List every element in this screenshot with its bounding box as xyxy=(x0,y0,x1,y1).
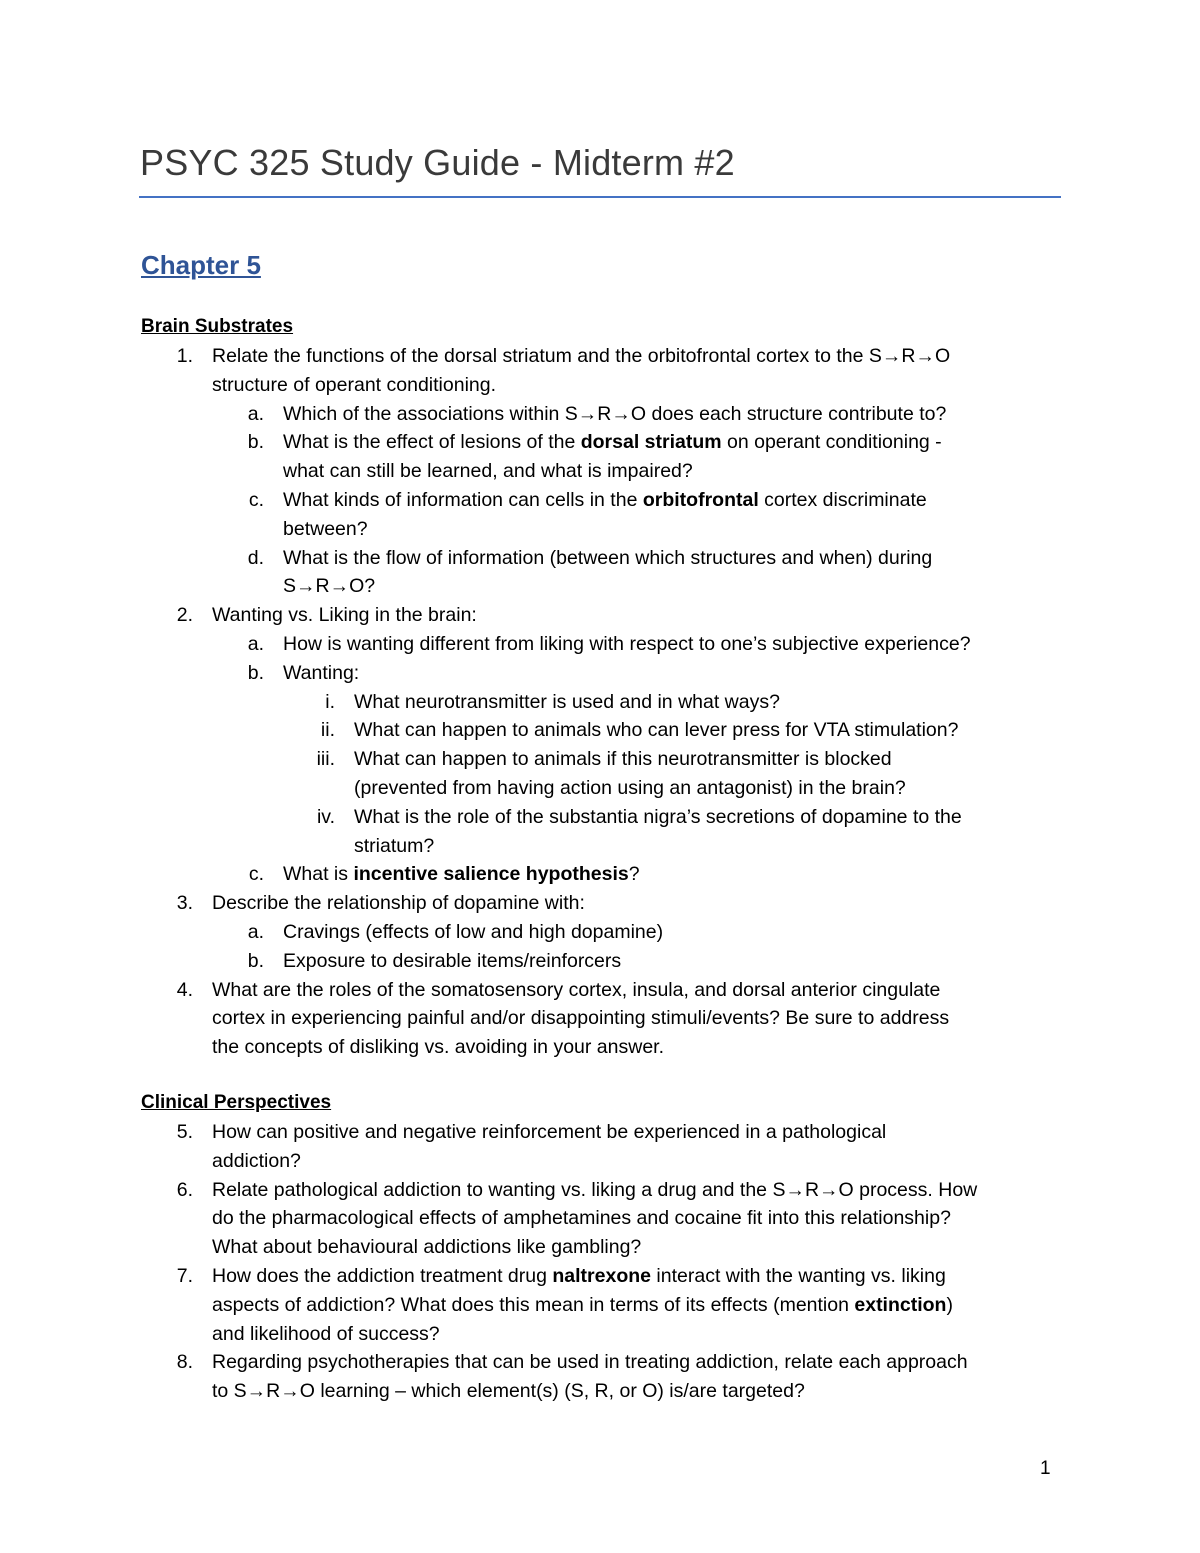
page-number: 1 xyxy=(1040,1458,1051,1479)
document-title: PSYC 325 Study Guide - Midterm #2 xyxy=(140,142,735,183)
list-marker: b. xyxy=(247,661,264,684)
question-text-line: striatum? xyxy=(354,834,435,857)
question-text-line: How can positive and negative reinforcement be experienced in a pathological xyxy=(212,1121,887,1143)
question-text-line: what can still be learned, and what is impaired? xyxy=(283,460,693,483)
question-text-line: What neurotransmitter is used and in what ways? xyxy=(354,690,780,713)
list-marker: 3. xyxy=(176,892,193,915)
question-text-line: and likelihood of success? xyxy=(212,1322,440,1345)
list-marker: 4. xyxy=(176,978,193,1001)
question-text-line: Regarding psychotherapies that can be used in treating addiction, relate each approach xyxy=(212,1351,968,1374)
question-text-line: What is the role of the substantia nigra’s secretions of dopamine to the xyxy=(354,805,962,828)
question-text-line: aspects of addiction? What does this mean in terms of its effects (mention extinction) xyxy=(212,1293,953,1316)
list-marker: d. xyxy=(247,546,264,569)
question-text-line: S→R→O? xyxy=(283,575,376,598)
section-heading-brain-substrates: Brain Substrates xyxy=(141,316,294,337)
question-text-line: What is the effect of lesions of the dorsal striatum on operant conditioning - xyxy=(283,431,942,454)
list-marker: a. xyxy=(247,633,264,655)
list-marker: iv. xyxy=(316,805,335,828)
list-marker: 5. xyxy=(176,1121,193,1143)
question-text-line: Exposure to desirable items/reinforcers xyxy=(283,949,622,972)
list-marker: 7. xyxy=(176,1265,193,1287)
question-text-line: What kinds of information can cells in the orbitofrontal cortex discriminate xyxy=(283,489,927,511)
list-marker: 6. xyxy=(176,1178,193,1201)
list-marker: i. xyxy=(325,690,335,713)
question-text-line: Which of the associations within S→R→O does each structure contribute to? xyxy=(283,402,947,425)
list-marker: ii. xyxy=(320,719,335,742)
question-text-line: do the pharmacological effects of amphetamines and cocaine fit into this relationship? xyxy=(212,1207,951,1230)
list-marker: iii. xyxy=(316,748,335,771)
chapter-heading: Chapter 5 xyxy=(141,250,261,280)
bold-term: orbitofrontal xyxy=(642,489,759,511)
question-text-line: What is incentive salience hypothesis? xyxy=(283,863,640,886)
question-text-line: structure of operant conditioning. xyxy=(212,373,497,396)
title-underline-rule xyxy=(139,196,1061,198)
bold-term: naltrexone xyxy=(552,1265,651,1287)
question-text-line: Cravings (effects of low and high dopamine) xyxy=(283,921,664,943)
list-marker: 1. xyxy=(176,345,193,367)
question-text-line: Wanting vs. Liking in the brain: xyxy=(212,604,477,627)
list-marker: b. xyxy=(247,949,264,972)
question-text-line: What about behavioural addictions like gambling? xyxy=(212,1236,642,1259)
question-text-line: How does the addiction treatment drug naltrexone interact with the wanting vs. liking xyxy=(212,1265,946,1287)
bold-term: incentive salience hypothesis xyxy=(353,863,629,886)
question-text-line: Relate pathological addiction to wanting vs. liking a drug and the S→R→O process. How xyxy=(212,1178,978,1201)
question-text-line: between? xyxy=(283,517,368,540)
list-marker: a. xyxy=(247,921,264,943)
question-text-line: What are the roles of the somatosensory cortex, insula, and dorsal anterior cingulate xyxy=(212,978,941,1001)
question-text-line: What can happen to animals who can lever press for VTA stimulation? xyxy=(354,719,959,742)
question-text-line: What is the flow of information (between which structures and when) during xyxy=(283,546,933,569)
section-heading-clinical-perspectives: Clinical Perspectives xyxy=(141,1092,332,1113)
question-text-line: the concepts of disliking vs. avoiding in your answer. xyxy=(212,1036,664,1059)
question-text-line: What can happen to animals if this neurotransmitter is blocked xyxy=(354,748,892,771)
list-marker: 2. xyxy=(176,604,193,627)
list-marker: c. xyxy=(248,863,264,886)
list-marker: 8. xyxy=(176,1351,193,1374)
question-text-line: cortex in experiencing painful and/or disappointing stimuli/events? Be sure to address xyxy=(212,1007,950,1030)
bold-term: extinction xyxy=(854,1293,947,1316)
list-marker: b. xyxy=(247,431,264,454)
list-marker: a. xyxy=(247,402,264,425)
question-text-line: (prevented from having action using an antagonist) in the brain? xyxy=(354,776,906,799)
question-text-line: to S→R→O learning – which element(s) (S, R, or O) is/are targeted? xyxy=(212,1380,805,1403)
question-text-line: Describe the relationship of dopamine with: xyxy=(212,892,585,915)
question-text-line: How is wanting different from liking with respect to one’s subjective experience? xyxy=(283,633,971,655)
bold-term: dorsal striatum xyxy=(580,431,722,454)
list-marker: c. xyxy=(248,489,264,511)
question-text-line: Relate the functions of the dorsal striatum and the orbitofrontal cortex to the S→R→O xyxy=(212,345,951,367)
question-text-line: addiction? xyxy=(212,1149,301,1172)
question-text-line: Wanting: xyxy=(283,661,360,684)
